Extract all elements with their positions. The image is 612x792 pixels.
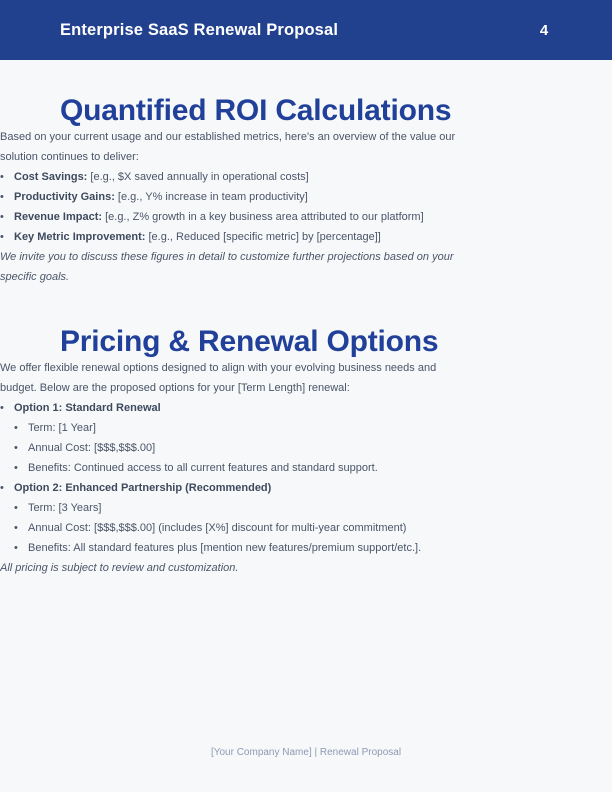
list-item	[0, 187, 612, 207]
bullet-text: [e.g., Z% growth in a key business area attributed to our platform]	[102, 211, 424, 223]
pricing-closing-note: All pricing is subject to review and customization.	[0, 562, 239, 574]
pricing-intro-paragraph: We offer flexible renewal options designed to align with your evolving business needs and budget. Below are the proposed options for your [Term Length] renewal:	[0, 362, 437, 394]
pricing-options-list	[0, 398, 612, 558]
bullet-text: [e.g., Reduced [specific metric] by [percentage]]	[145, 231, 381, 243]
list-item	[0, 227, 612, 247]
page-header-bar	[0, 0, 612, 60]
page-content	[0, 60, 612, 727]
bullet-text: [e.g., $X saved annually in operational costs]	[87, 171, 309, 183]
option-2-details	[14, 498, 612, 558]
list-item	[0, 207, 612, 227]
option-1-details	[14, 418, 612, 478]
list-item-option-1	[0, 398, 612, 478]
bullet-label: Productivity Gains:	[14, 191, 115, 203]
bullet-label: Key Metric Improvement:	[14, 231, 146, 243]
bullet-label: Revenue Impact:	[14, 211, 103, 223]
list-item: • Benefits: Continued access to all current features and standard support.	[14, 458, 612, 478]
page-number: 4	[539, 21, 549, 39]
list-item: • Annual Cost: [$$$,$$$.00] (includes [X%] discount for multi-year commitment)	[14, 518, 612, 538]
roi-closing-note: We invite you to discuss these figures in detail to customize further projections based on your specific goals.	[0, 251, 454, 283]
document-title: Enterprise SaaS Renewal Proposal	[60, 20, 339, 39]
list-item: • Annual Cost: [$$$,$$$.00]	[14, 438, 612, 458]
list-item	[0, 167, 612, 187]
option-title: Option 1: Standard Renewal	[14, 402, 161, 414]
roi-bullet-list	[0, 167, 612, 247]
list-item-option-2	[0, 478, 612, 558]
bullet-text: [e.g., Y% increase in team productivity]	[114, 191, 308, 203]
list-item: • Term: [3 Years]	[14, 498, 612, 518]
section-heading-roi-wrap	[0, 60, 612, 127]
footer-text: [Your Company Name] | Renewal Proposal	[210, 747, 402, 758]
bullet-label: Cost Savings:	[14, 171, 88, 183]
roi-intro-paragraph: Based on your current usage and our established metrics, here's an overview of the value our solution continues to deliver:	[0, 131, 456, 163]
section-heading-pricing-wrap	[0, 287, 612, 358]
list-item: • Term: [1 Year]	[14, 418, 612, 438]
section-heading-pricing: Pricing & Renewal Options	[60, 325, 439, 358]
page-footer	[0, 727, 612, 792]
list-item: • Benefits: All standard features plus [mention new features/premium support/etc.].	[14, 538, 612, 558]
section-heading-roi: Quantified ROI Calculations	[60, 94, 452, 127]
option-title: Option 2: Enhanced Partnership (Recommended)	[14, 482, 272, 494]
